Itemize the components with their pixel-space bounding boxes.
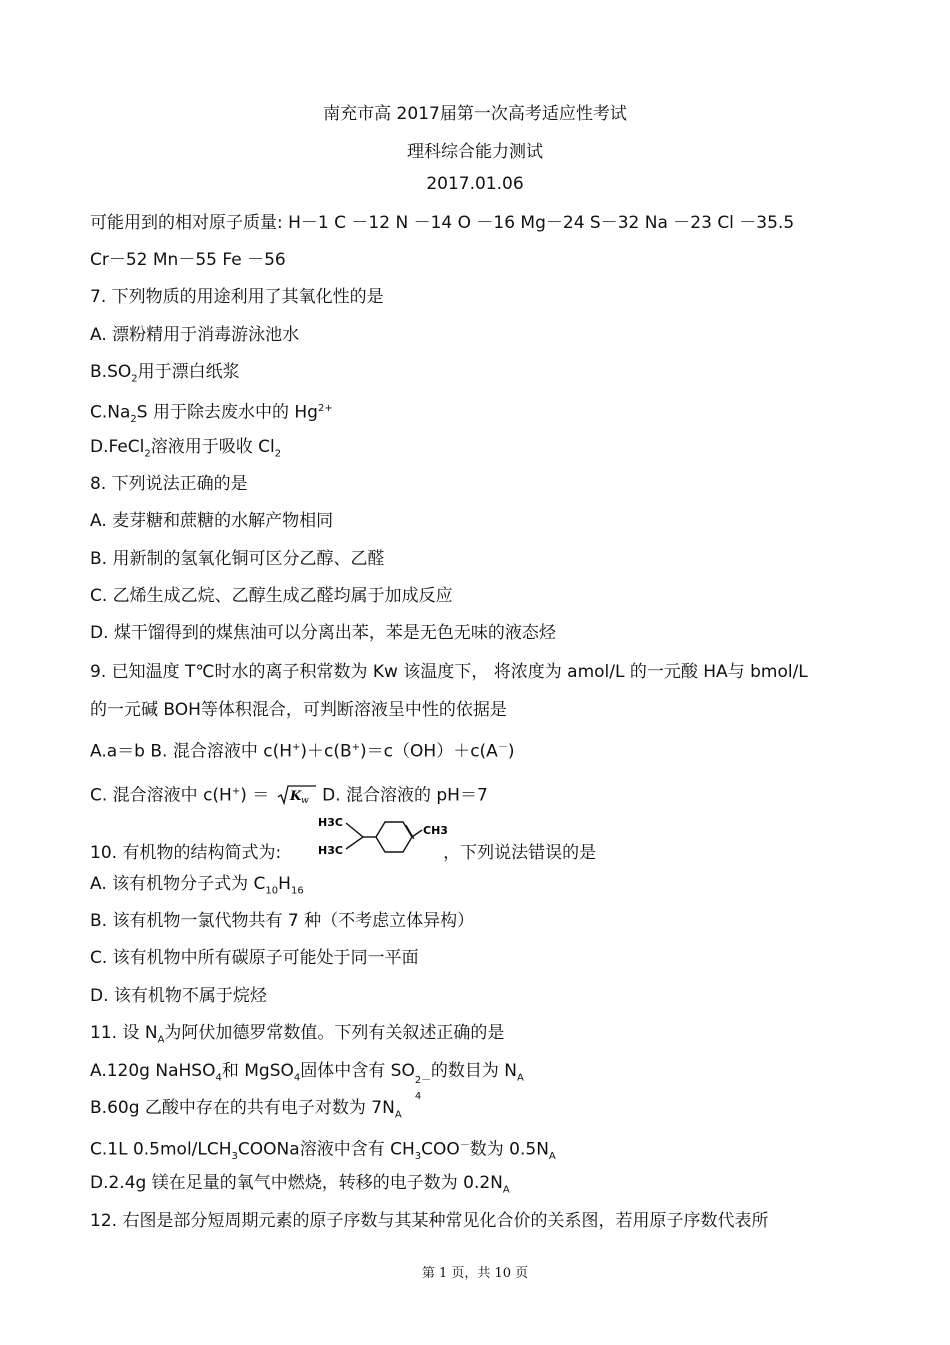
exam-date: 2017.01.06: [426, 174, 524, 194]
text: ): [507, 741, 515, 762]
text: S 用于除去废水中的 Hg: [136, 402, 318, 423]
text: C.1L 0.5mol/LCH: [90, 1139, 232, 1160]
text: 为阿伏加德罗常数值。下列有关叙述正确的是: [164, 1023, 505, 1043]
exam-subtitle: 理科综合能力测试: [407, 142, 543, 162]
question-8-option-a: A. 麦芽糖和蔗糖的水解产物相同: [90, 511, 334, 531]
superscript: －: [497, 742, 508, 753]
molecule-structure-diagram: [318, 812, 458, 860]
molecule-label-ch3: CH3: [423, 824, 448, 837]
text: C.Na: [90, 402, 131, 423]
subscript: 3: [414, 1151, 422, 1163]
subscript: 2: [131, 373, 138, 385]
text: 和 MgSO: [221, 1061, 294, 1081]
text: A.120g NaHSO: [90, 1061, 216, 1081]
text: D.2.4g 镁在足量的氧气中燃烧，转移的电子数为 0.2N: [90, 1173, 503, 1193]
text: COO: [421, 1139, 460, 1160]
text: ，下列说法错误的是: [443, 843, 597, 863]
question-8-option-c: C. 乙烯生成乙烷、乙醇生成乙醛均属于加成反应: [90, 586, 453, 606]
subscript: 3: [231, 1151, 238, 1163]
text: 数为 0.5N: [469, 1139, 549, 1160]
atomic-masses-line-1: 可能用到的相对原子质量: H－1 C －12 N －14 O －16 Mg－24 S－32 Na －23 Cl －35.5: [90, 213, 795, 233]
question-11-stem: [90, 1022, 504, 1051]
text: 溶液用于吸收 Cl: [150, 437, 275, 457]
subscript: A: [157, 1034, 165, 1046]
exam-title: 南充市高 2017届第一次高考适应性考试: [323, 104, 627, 124]
atomic-masses-line-2: Cr－52 Mn－55 Fe －56: [90, 250, 286, 270]
superscript: 2+: [317, 403, 333, 414]
subscript: 10: [265, 885, 279, 897]
text: 的数目为 N: [430, 1061, 517, 1081]
question-7-option-a: A. 漂粉精用于消毒游泳池水: [90, 325, 300, 345]
question-9-stem-line-2: 的一元碱 BOH等体积混合，可判断溶液呈中性的依据是: [90, 700, 507, 720]
superscript: 2－: [414, 1075, 432, 1086]
question-7-option-c: [90, 398, 333, 431]
question-11-option-b: [90, 1097, 402, 1126]
text: 10. 有机物的结构简式为:: [90, 843, 282, 863]
question-7-option-d: [90, 436, 281, 465]
sqrt-symbol-icon: [277, 784, 317, 806]
text: 固体中含有 SO: [300, 1061, 415, 1081]
superscript: +: [351, 742, 361, 753]
superscript: －: [459, 1140, 470, 1151]
text: D. 混合溶液的 pH＝7: [316, 785, 488, 806]
text: ) ＝: [240, 785, 270, 806]
subscript: 4: [215, 1072, 222, 1084]
subscript: A: [516, 1072, 524, 1084]
question-8-option-d: D. 煤干馏得到的煤焦油可以分离出苯，苯是无色无味的液态烃: [90, 623, 556, 643]
question-9-options-ab: [90, 737, 514, 763]
methyl-bond: [412, 830, 422, 837]
question-10-option-a: [90, 873, 304, 902]
question-7-stem: 7. 下列物质的用途利用了其氧化性的是: [90, 287, 384, 307]
question-12-stem: 12. 右图是部分短周期元素的原子序数与其某种常见化合价的关系图，若用原子序数代表所: [90, 1211, 769, 1231]
subscript: A: [502, 1184, 510, 1196]
subscript: 2: [274, 448, 282, 460]
superscript: +: [291, 742, 301, 753]
text: )＋c(B: [300, 741, 352, 762]
subscript: 16: [290, 885, 304, 897]
text: B.SO: [90, 362, 132, 382]
subscript: 2: [130, 414, 137, 426]
subscript: A: [394, 1109, 402, 1121]
subscript: A: [548, 1151, 556, 1163]
text: A.a＝b B. 混合溶液中 c(H: [90, 741, 292, 762]
text: )＝c（OH）＋c(A: [360, 741, 498, 762]
kw-symbol: K: [289, 788, 301, 804]
question-11-option-c: [90, 1135, 556, 1168]
text: B.60g 乙酸中存在的共有电子对数为 7N: [90, 1098, 395, 1118]
question-7-option-b: [90, 361, 240, 390]
question-10-option-b: B. 该有机物一氯代物共有 7 种（不考虑立体异构）: [90, 911, 475, 931]
subscript: 2: [144, 448, 151, 460]
question-11-option-d: [90, 1172, 510, 1201]
text: A. 该有机物分子式为 C: [90, 874, 266, 894]
sqrt-kw-formula: [277, 784, 317, 807]
superscript: +: [231, 786, 241, 797]
text: H: [278, 874, 291, 894]
text: C. 混合溶液中 c(H: [90, 785, 232, 806]
text: 11. 设 N: [90, 1023, 158, 1043]
subscript: 4: [414, 1091, 422, 1102]
question-11-option-a: [90, 1060, 524, 1102]
molecule-label-h3c-bottom: H3C: [318, 844, 343, 857]
page-footer: 第 1 页，共 10 页: [421, 1266, 529, 1281]
question-9-stem-line-1: 9. 已知温度 T℃时水的离子积常数为 Kw 该温度下， 将浓度为 amol/L 的一元酸 HA与 bmol/L: [90, 662, 808, 682]
question-8-stem: 8. 下列说法正确的是: [90, 474, 248, 494]
question-9-options-cd: [90, 781, 488, 807]
kw-subscript: w: [300, 795, 309, 806]
question-10-option-d: D. 该有机物不属于烷烃: [90, 986, 267, 1006]
text: COONa溶液中含有 CH: [237, 1139, 415, 1160]
molecule-label-h3c-top: H3C: [318, 816, 343, 829]
subscript: 4: [293, 1072, 301, 1084]
question-10-option-c: C. 该有机物中所有碳原子可能处于同一平面: [90, 948, 419, 968]
text: D.FeCl: [90, 437, 145, 457]
isopropyl-bonds: [346, 823, 363, 849]
text: 用于漂白纸浆: [137, 362, 240, 382]
question-8-option-b: B. 用新制的氢氧化铜可区分乙醇、乙醛: [90, 549, 385, 569]
